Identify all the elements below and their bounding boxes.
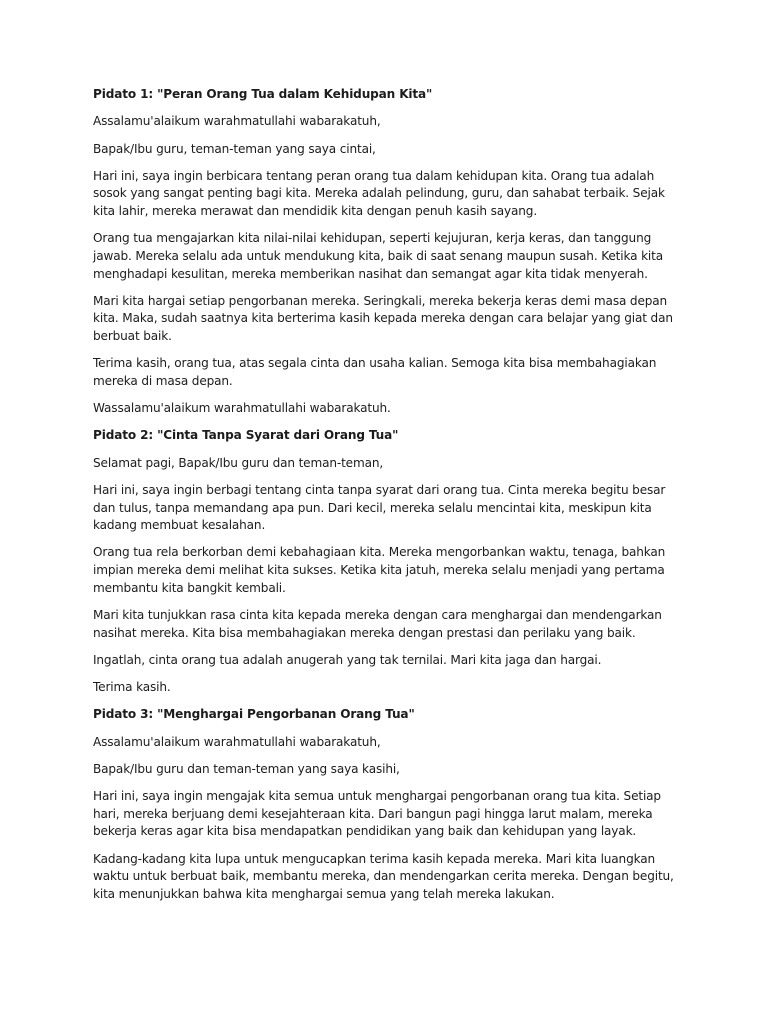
speech-paragraph: Kadang-kadang kita lupa untuk mengucapkan terima kasih kepada mereka. Mari kita luangkan waktu untuk berbuat baik, membantu mereka, dan mendengarkan cerita mereka. Dengan begitu, kita menunjukkan bahwa kita menghargai semua yang telah mereka lakukan. <box>93 851 674 901</box>
speech-paragraph: Assalamu'alaikum warahmatullahi wabarakatuh, <box>93 734 381 749</box>
speech-paragraph: Orang tua mengajarkan kita nilai-nilai kehidupan, seperti kejujuran, kerja keras, dan tanggung jawab. Mereka selalu ada untuk mendukung kita, baik di saat senang maupun susah. Ketika kita menghadapi kesulitan, mereka memberikan nasihat dan semangat agar kita tidak menyerah. <box>93 231 663 281</box>
speech-2 <box>93 427 683 696</box>
speech-3 <box>93 706 683 903</box>
speech-paragraph: Terima kasih. <box>93 680 171 695</box>
document-page <box>93 86 683 913</box>
speech-paragraph: Hari ini, saya ingin berbagi tentang cinta tanpa syarat dari orang tua. Cinta mereka begitu besar dan tulus, tanpa memandang apa pun. Dari kecil, mereka selalu mencintai kita, meskipun kita kadang membuat kesalahan. <box>93 482 666 533</box>
speech-paragraph: Orang tua rela berkorban demi kebahagiaan kita. Mereka mengorbankan waktu, tenaga, bahkan impian mereka demi melihat kita sukses. Ketika kita jatuh, mereka selalu menjadi yang pertama membantu kita bangkit kembali. <box>93 545 666 595</box>
speech-paragraph: Terima kasih, orang tua, atas segala cinta dan usaha kalian. Semoga kita bisa membahagiakan mereka di masa depan. <box>93 356 657 388</box>
speech-paragraph: Mari kita hargai setiap pengorbanan mereka. Seringkali, mereka bekerja keras demi masa depan kita. Maka, sudah saatnya kita berterima kasih kepada mereka dengan cara belajar yang giat dan berbuat baik. <box>93 293 673 343</box>
speech-paragraph: Mari kita tunjukkan rasa cinta kita kepada mereka dengan cara menghargai dan mendengarkan nasihat mereka. Kita bisa membahagiakan mereka dengan prestasi dan perilaku yang baik. <box>93 607 662 640</box>
speech-title: Pidato 2: "Cinta Tanpa Syarat dari Orang Tua" <box>93 428 399 443</box>
speech-title: Pidato 1: "Peran Orang Tua dalam Kehidupan Kita" <box>93 87 433 101</box>
speech-paragraph: Hari ini, saya ingin mengajak kita semua untuk menghargai pengorbanan orang tua kita. Setiap hari, mereka berjuang demi kesejahteraan kita. Dari bangun pagi hingga larut malam, mereka bekerja keras agar kita bisa mendapatkan pendidikan yang baik dan kehidupan yang layak. <box>93 789 661 839</box>
speech-paragraph: Wassalamu'alaikum warahmatullahi wabarakatuh. <box>93 401 391 416</box>
speech-title: Pidato 3: "Menghargai Pengorbanan Orang Tua" <box>93 707 415 722</box>
speech-paragraph: Ingatlah, cinta orang tua adalah anugerah yang tak ternilai. Mari kita jaga dan hargai. <box>93 652 602 667</box>
speech-paragraph: Hari ini, saya ingin berbicara tentang peran orang tua dalam kehidupan kita. Orang tua adalah sosok yang sangat penting bagi kita. Mereka adalah pelindung, guru, dan sahabat terbaik. Sejak kita lahir, mereka merawat dan mendidik kita dengan penuh kasih sayang. <box>93 168 665 219</box>
speech-paragraph: Assalamu'alaikum warahmatullahi wabarakatuh, <box>93 114 381 129</box>
speech-1 <box>93 86 683 418</box>
speech-paragraph: Bapak/Ibu guru dan teman-teman yang saya kasihi, <box>93 761 400 776</box>
speech-paragraph: Bapak/Ibu guru, teman-teman yang saya cintai, <box>93 141 376 156</box>
speech-paragraph: Selamat pagi, Bapak/Ibu guru dan teman-teman, <box>93 455 384 470</box>
